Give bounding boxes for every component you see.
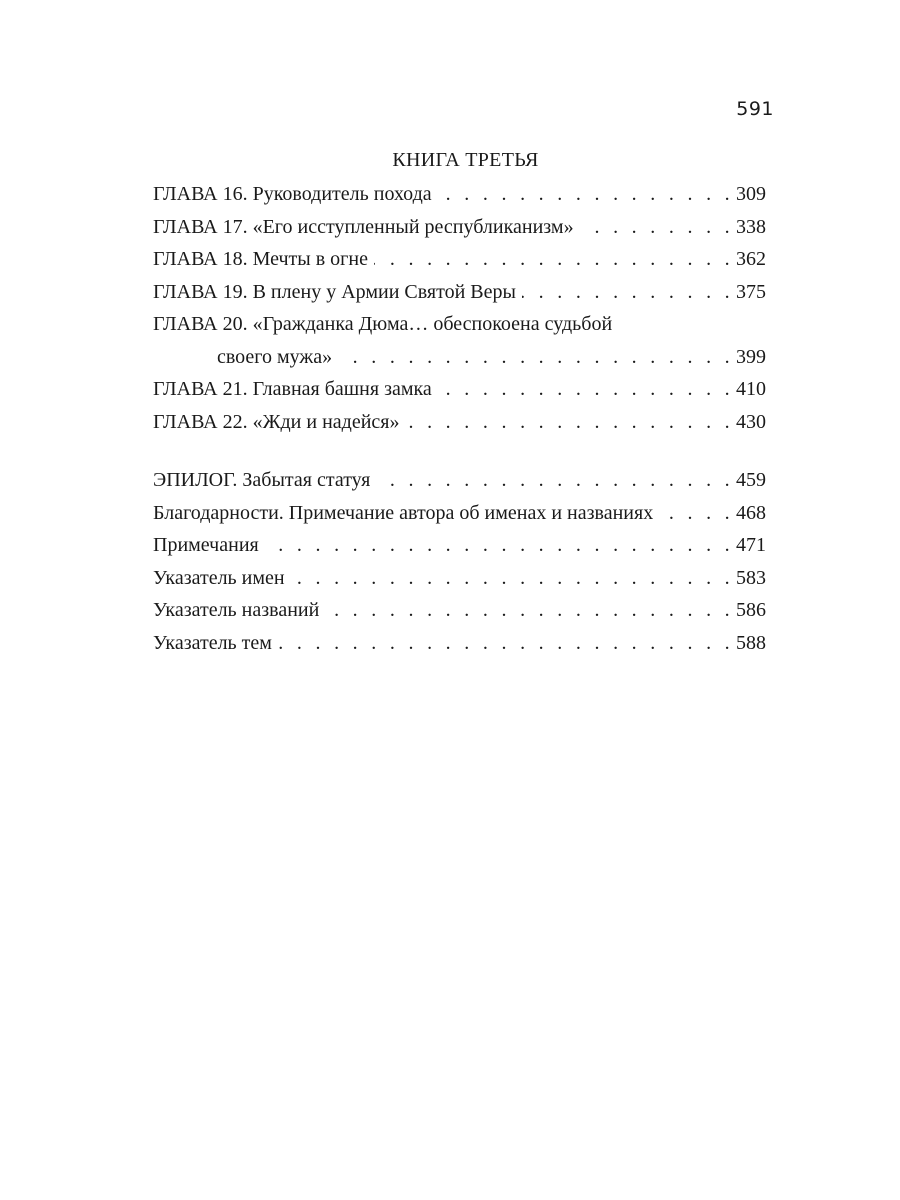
- toc-entry-page: 410: [736, 378, 766, 400]
- dot-leader: [374, 243, 734, 276]
- toc-entry-page: 586: [736, 599, 766, 621]
- toc-entry-page: 362: [736, 248, 766, 270]
- toc-entry-chapter-17[interactable]: [153, 211, 766, 244]
- toc-entry-page: 399: [736, 345, 766, 368]
- dot-leader: [291, 562, 734, 595]
- dot-leader: [376, 464, 734, 497]
- toc-entry-title: Указатель названий: [153, 599, 320, 621]
- page-number: 591: [736, 98, 774, 120]
- toc-entry-page: 588: [736, 631, 766, 654]
- book-heading: КНИГА ТРЕТЬЯ: [392, 149, 539, 171]
- toc-entry-chapter-16[interactable]: [153, 178, 766, 211]
- toc-entry-name-index[interactable]: [153, 562, 766, 595]
- toc-entry-title-line2: своего мужа»: [217, 345, 333, 368]
- toc-entry-title: ГЛАВА 18. Мечты в огне: [153, 248, 368, 270]
- toc-entry-continuation: [153, 341, 766, 374]
- section-spacer: [153, 438, 766, 464]
- toc-entry-title: ЭПИЛОГ. Забытая статуя: [153, 469, 371, 491]
- dot-leader: [659, 497, 734, 530]
- dot-leader: [265, 529, 734, 562]
- toc-entry-title: ГЛАВА 21. Главная башня замка: [153, 378, 432, 400]
- toc-entry-title: ГЛАВА 19. В плену у Армии Святой Веры: [153, 280, 516, 303]
- toc-entry-epilogue[interactable]: [153, 464, 766, 497]
- toc-entry-page: 430: [736, 410, 766, 433]
- dot-leader: [278, 627, 734, 660]
- toc-entry-title: ГЛАВА 16. Руководитель похода: [153, 183, 432, 205]
- toc-entry-page: 459: [736, 469, 766, 491]
- toc-entry-title: Благодарности. Примечание автора об именах и названиях: [153, 501, 654, 524]
- toc-entry-page: 583: [736, 566, 766, 589]
- toc-entry-notes[interactable]: [153, 529, 766, 562]
- toc-entry-title: Указатель тем: [153, 631, 272, 654]
- dot-leader: [338, 341, 734, 374]
- dot-leader: [406, 406, 734, 439]
- toc-entry-page: 309: [736, 183, 766, 205]
- toc-entry-acknowledgments[interactable]: [153, 497, 766, 530]
- toc-entry-page: 338: [736, 215, 766, 238]
- table-of-contents: [153, 142, 766, 659]
- toc-entry-title: Примечания: [153, 534, 259, 556]
- toc-entry-title: Указатель имен: [153, 566, 285, 589]
- toc-entry-title: ГЛАВА 22. «Жди и надейся»: [153, 410, 400, 433]
- dot-leader: [580, 211, 734, 244]
- dot-leader: [438, 373, 734, 406]
- toc-entry-subject-index[interactable]: [153, 627, 766, 660]
- toc-entry-title-index[interactable]: [153, 594, 766, 627]
- dot-leader: [522, 276, 734, 309]
- toc-entry-page: 471: [736, 534, 766, 556]
- toc-entry-chapter-20[interactable]: [153, 308, 766, 373]
- toc-entry-page: 468: [736, 501, 766, 524]
- toc-entry-chapter-22[interactable]: [153, 406, 766, 439]
- toc-entry-page: 375: [736, 280, 766, 303]
- toc-entry-title: ГЛАВА 17. «Его исступленный республиканизм»: [153, 215, 574, 238]
- dot-leader: [438, 178, 734, 211]
- dot-leader: [325, 594, 734, 627]
- toc-entry-chapter-19[interactable]: [153, 276, 766, 309]
- toc-entry-chapter-21[interactable]: [153, 373, 766, 406]
- toc-entry-chapter-18[interactable]: [153, 243, 766, 276]
- toc-entry-title-line1: ГЛАВА 20. «Гражданка Дюма… обеспокоена судьбой: [153, 313, 613, 335]
